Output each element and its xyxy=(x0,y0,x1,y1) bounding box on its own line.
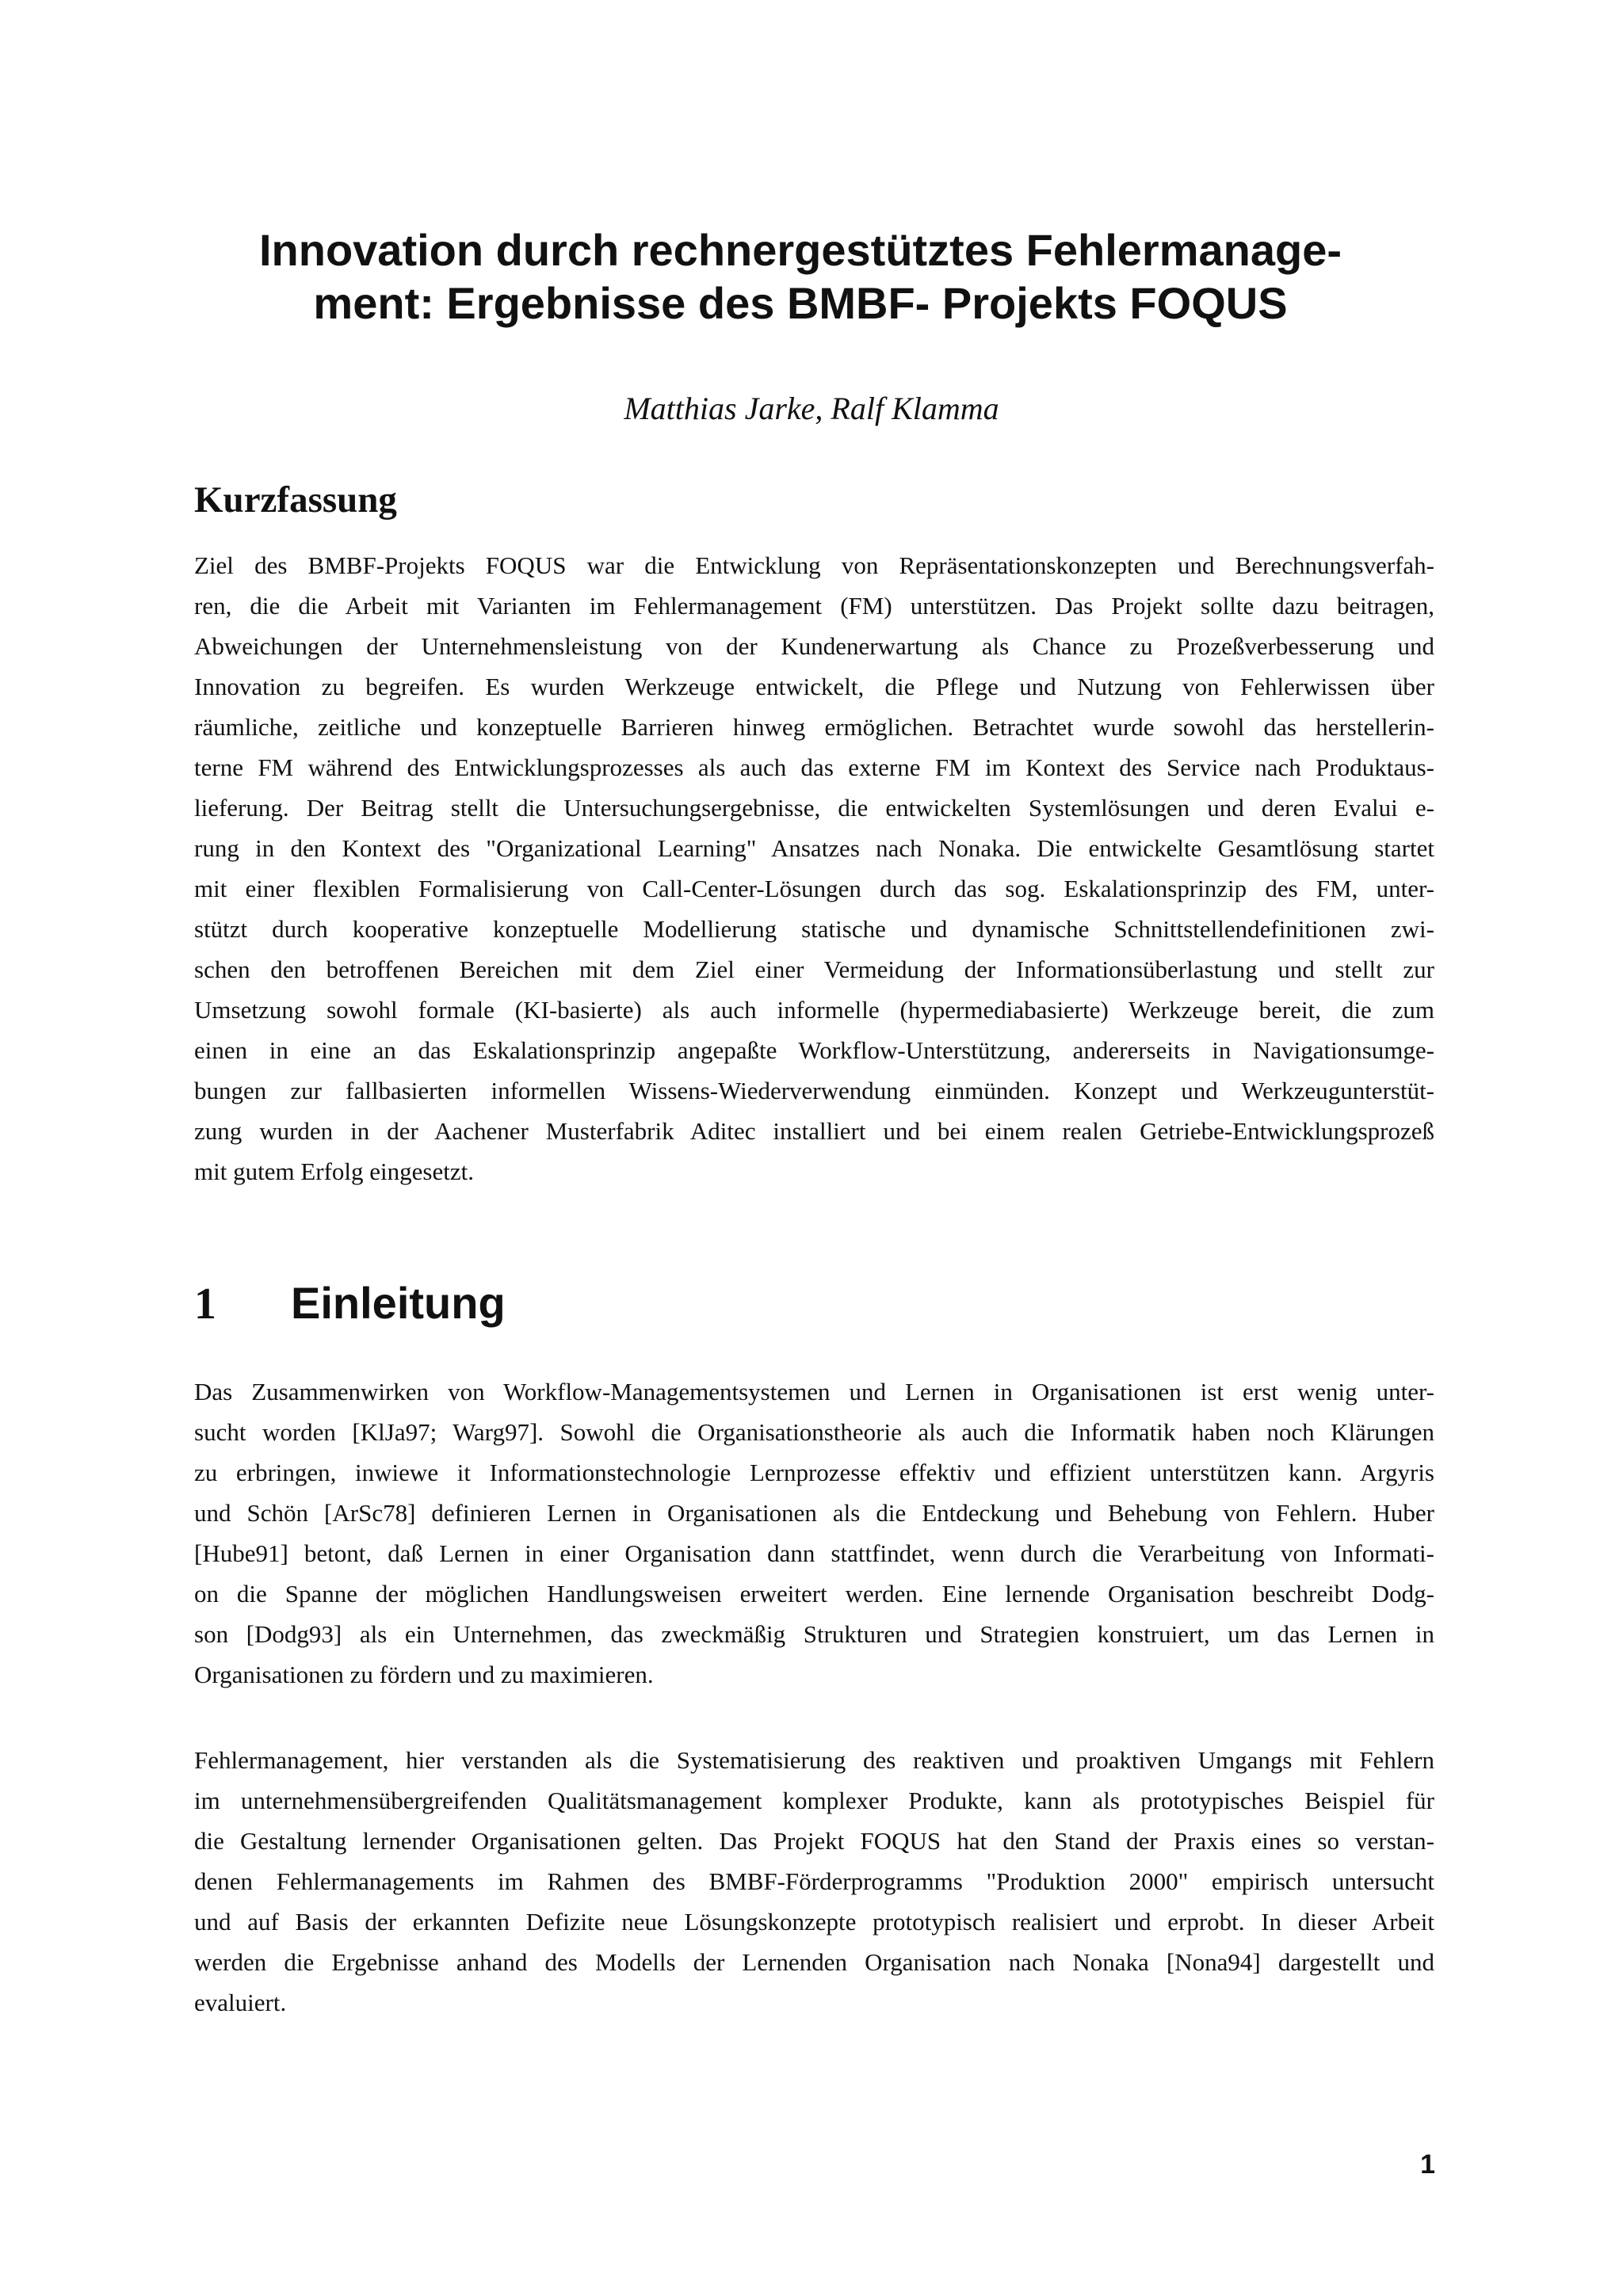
text-line: denen Fehlermanagements im Rahmen des BMBF-Förderprogramms "Produktion 2000" empirisch untersucht xyxy=(194,1867,1434,1895)
section-title: Einleitung xyxy=(291,1278,506,1328)
text-line: schen den betroffenen Bereichen mit dem Ziel einer Vermeidung der Informationsüberlastung und stellt zur xyxy=(194,955,1434,983)
text-line: werden die Ergebnisse anhand des Modells der Lernenden Organisation nach Nonaka [Nona94] dargestellt und xyxy=(194,1948,1434,1976)
text-line: lieferung. Der Beitrag stellt die Untersuchungsergebnisse, die entwickelten Systemlösungen und deren Evalui e- xyxy=(194,794,1434,822)
text-line: die Gestaltung lernender Organisationen gelten. Das Projekt FOQUS hat den Stand der Praxis eines so verstan- xyxy=(194,1827,1434,1855)
text-line: Das Zusammenwirken von Workflow-Managementsystemen und Lernen in Organisationen ist erst wenig unter- xyxy=(194,1378,1434,1405)
text-line: zu erbringen, inwiewe it Informationstechnologie Lernprozesse effektiv und effizient unterstützen kann. Argyris xyxy=(194,1459,1434,1486)
text-line: Organisationen zu fördern und zu maximieren. xyxy=(194,1661,654,1688)
text-line: rung in den Kontext des "Organizational Learning" Ansatzes nach Nonaka. Die entwickelte Gesamtlösung startet xyxy=(194,834,1434,862)
text-line: Ziel des BMBF-Projekts FOQUS war die Entwicklung von Repräsentationskonzepten und Berechnungsverfah- xyxy=(194,551,1434,579)
text-line: und auf Basis der erkannten Defizite neue Lösungskonzepte prototypisch realisiert und erprobt. In dieser Arbeit xyxy=(194,1908,1434,1936)
text-line: räumliche, zeitliche und konzeptuelle Barrieren hinweg ermöglichen. Betrachtet wurde sowohl das herstellerin- xyxy=(194,713,1434,741)
page-number: 1 xyxy=(1420,2149,1435,2180)
intro-paragraph-1 xyxy=(194,1371,1434,1695)
section-number: 1 xyxy=(194,1280,216,1329)
text-line: im unternehmensübergreifenden Qualitätsmanagement komplexer Produkte, kann als prototypisches Beispiel für xyxy=(194,1787,1434,1814)
text-line: bungen zur fallbasierten informellen Wissens-Wiederverwendung einmünden. Konzept und Werkzeugunterstüt- xyxy=(194,1077,1434,1104)
text-line: ren, die die Arbeit mit Varianten im Fehlermanagement (FM) unterstützen. Das Projekt sollte dazu beitragen, xyxy=(194,592,1434,620)
paper-title xyxy=(182,223,1419,330)
title-line: Innovation durch rechnergestütztes Fehlermanage- xyxy=(258,225,1342,275)
text-line: stützt durch kooperative konzeptuelle Modellierung statische und dynamische Schnittstellendefinitionen zwi- xyxy=(194,915,1434,943)
text-line: terne FM während des Entwicklungsprozesses als auch das externe FM im Kontext des Service nach Produktaus- xyxy=(194,753,1434,781)
text-line: Fehlermanagement, hier verstanden als die Systematisierung des reaktiven und proaktiven Umgangs mit Fehlern xyxy=(194,1746,1434,1774)
author-list: Matthias Jarke, Ralf Klamma xyxy=(624,391,999,426)
text-line: und Schön [ArSc78] definieren Lernen in Organisationen als die Entdeckung und Behebung von Fehlern. Huber xyxy=(194,1499,1434,1527)
section-heading xyxy=(194,1276,506,1331)
text-line: einen in eine an das Eskalationsprinzip angepaßte Workflow-Unterstützung, andererseits in Navigationsumge- xyxy=(194,1036,1434,1064)
text-line: on die Spanne der möglichen Handlungsweisen erweitert werden. Eine lernende Organisation beschreibt Dodg- xyxy=(194,1580,1434,1608)
text-line: sucht worden [KlJa97; Warg97]. Sowohl die Organisationstheorie als auch die Informatik haben noch Klärungen xyxy=(194,1418,1434,1446)
text-line: Innovation zu begreifen. Es wurden Werkzeuge entwickelt, die Pflege und Nutzung von Fehlerwissen über xyxy=(194,673,1434,700)
text-line: evaluiert. xyxy=(194,1989,287,2016)
text-line: son [Dodg93] als ein Unternehmen, das zweckmäßig Strukturen und Strategien konstruiert, um das Lernen in xyxy=(194,1620,1434,1648)
abstract-paragraph xyxy=(194,545,1434,1192)
text-line: Umsetzung sowohl formale (KI-basierte) als auch informelle (hypermediabasierte) Werkzeuge bereit, die zum xyxy=(194,996,1434,1024)
text-line: mit einer flexiblen Formalisierung von Call-Center-Lösungen durch das sog. Eskalationsprinzip des FM, unter- xyxy=(194,875,1434,902)
intro-paragraph-2 xyxy=(194,1740,1434,2023)
text-line: [Hube91] betont, daß Lernen in einer Organisation dann stattfindet, wenn durch die Verarbeitung von Informati- xyxy=(194,1539,1434,1567)
abstract-heading: Kurzfassung xyxy=(194,479,397,521)
title-line: ment: Ergebnisse des BMBF- Projekts FOQUS xyxy=(313,278,1288,328)
text-line: mit gutem Erfolg eingesetzt. xyxy=(194,1158,474,1185)
text-line: Abweichungen der Unternehmensleistung von der Kundenerwartung als Chance zu Prozeßverbesserung und xyxy=(194,632,1434,660)
text-line: zung wurden in der Aachener Musterfabrik Aditec installiert und bei einem realen Getriebe-Entwicklungsprozeß xyxy=(194,1117,1434,1145)
